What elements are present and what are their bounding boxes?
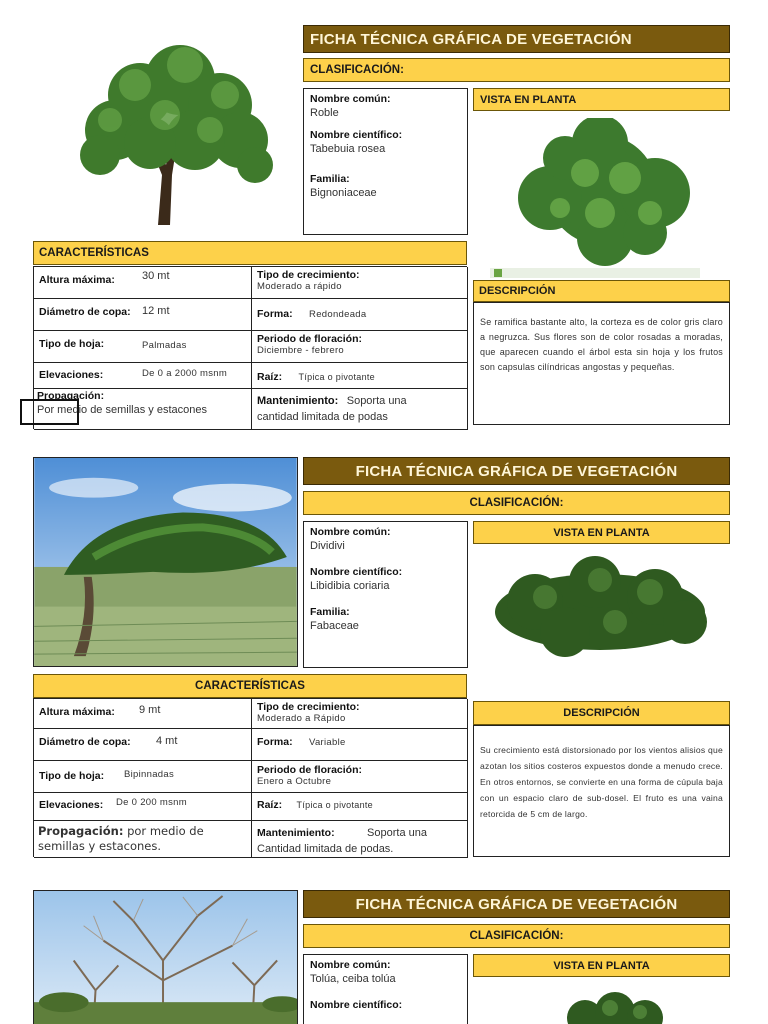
crecimiento-value: Moderado a Rápido (257, 713, 346, 724)
characteristics-table (33, 266, 467, 429)
selection-rectangle (20, 399, 79, 425)
mantenimiento-value-b: cantidad limitada de podas (257, 411, 388, 423)
sheet-title: FICHA TÉCNICA GRÁFICA DE VEGETACIÓN (303, 25, 730, 53)
nombre-cientifico-value: Tabebuia rosea (310, 143, 386, 155)
descripcion-box (473, 725, 730, 857)
sheet-title: FICHA TÉCNICA GRÁFICA DE VEGETACIÓN (303, 890, 730, 918)
hoja-value: Bipinnadas (124, 769, 175, 780)
crecimiento-value: Moderado a rápido (257, 281, 342, 292)
tree-photo-dividivi (33, 457, 298, 667)
mantenimiento-value-b: Cantidad limitada de podas. (257, 843, 394, 855)
hoja-label: Tipo de hoja: (39, 338, 105, 350)
vista-planta-band: VISTA EN PLANTA (473, 521, 730, 544)
clasificacion-band: CLASIFICACIÓN: (303, 924, 730, 948)
mantenimiento-value-a: Soporta una (367, 827, 427, 839)
hoja-label: Tipo de hoja: (39, 770, 105, 782)
nombre-comun-value: Roble (310, 107, 339, 119)
floracion-value: Enero a Octubre (257, 776, 332, 787)
crecimiento-label: Tipo de crecimiento: (257, 701, 360, 713)
elevaciones-label: Elevaciones: (39, 369, 104, 381)
nombre-comun-value: Dividivi (310, 540, 345, 552)
diametro-value: 12 mt (142, 305, 170, 317)
nombre-cientifico-label: Nombre científico: (310, 999, 403, 1011)
plan-view-image (560, 990, 670, 1024)
hoja-value: Palmadas (142, 340, 187, 351)
classification-box (303, 954, 468, 1024)
familia-value: Fabaceae (310, 620, 359, 632)
clasificacion-band: CLASIFICACIÓN: (303, 58, 730, 82)
nombre-cientifico-label: Nombre científico: (310, 129, 403, 141)
characteristics-table (33, 698, 467, 857)
sheet-title: FICHA TÉCNICA GRÁFICA DE VEGETACIÓN (303, 457, 730, 485)
caracteristicas-band: CARACTERÍSTICAS (33, 241, 467, 265)
altura-label: Altura máxima: (39, 706, 115, 718)
nombre-cientifico-value: Libidibia coriaria (310, 580, 390, 592)
nombre-comun-label: Nombre común: (310, 959, 391, 971)
tree-photo-roble (40, 25, 295, 235)
diametro-value: 4 mt (156, 735, 178, 747)
diametro-label: Diámetro de copa: (39, 736, 131, 748)
altura-value: 30 mt (142, 270, 170, 282)
nombre-comun-value: Tolúa, ceiba tolúa (310, 973, 396, 985)
classification-box (303, 88, 468, 235)
diametro-label: Diámetro de copa: (39, 306, 131, 318)
raiz-value: Típica o pivotante (296, 800, 373, 810)
descripcion-band: DESCRIPCIÓN (473, 701, 730, 725)
propagacion-value: por medio de (127, 824, 204, 838)
nombre-comun-label: Nombre común: (310, 526, 391, 538)
crecimiento-label: Tipo de crecimiento: (257, 269, 360, 281)
propagacion-value-b: semillas y estacones. (38, 839, 162, 853)
raiz-value: Típica o pivotante (298, 372, 375, 382)
floracion-label: Periodo de floración: (257, 333, 363, 345)
altura-label: Altura máxima: (39, 274, 115, 286)
forma-value: Variable (309, 737, 346, 748)
raiz-label: Raíz: (257, 371, 283, 383)
nombre-cientifico-label: Nombre científico: (310, 566, 403, 578)
elevaciones-label: Elevaciones: (39, 799, 104, 811)
propagacion-label: Propagación: (38, 824, 124, 838)
propagacion-value: Por medio de semillas y estacones (37, 404, 207, 416)
raiz-label: Raíz: (257, 799, 283, 811)
mantenimiento-label: Mantenimiento: (257, 827, 335, 839)
mantenimiento-value-a: Soporta una (346, 395, 407, 407)
elevaciones-value: De 0 a 2000 msnm (142, 368, 228, 379)
descripcion-text: Se ramifica bastante alto, la corteza es de color gris claro a negruzca. Sus flores son de color rosadas a moradas, que aparecen cuando el árbol esta sin hoja y los frutos son capsulas cilíndricas angostas y pequeñas. (480, 317, 723, 372)
familia-value: Bignoniaceae (310, 187, 377, 199)
familia-label: Familia: (310, 173, 350, 185)
elevaciones-value: De 0 200 msnm (116, 797, 187, 808)
descripcion-box (473, 302, 730, 425)
clasificacion-band: CLASIFICACIÓN: (303, 491, 730, 515)
vista-planta-band: VISTA EN PLANTA (473, 954, 730, 977)
floracion-label: Periodo de floración: (257, 764, 363, 776)
forma-label: Forma: (257, 308, 293, 320)
forma-value: Redondeada (309, 309, 367, 320)
floracion-value: Diciembre - febrero (257, 345, 345, 356)
altura-value: 9 mt (139, 704, 161, 716)
classification-box (303, 521, 468, 668)
descripcion-text: Su crecimiento está distorsionado por los vientos alisios que azotan los sitios costeros expuestos donde a menudo crece. En otros entornos, se convierte en una forma de cúpula baja con un espacio claro de sub-dosel. El fruto es una vaina retorcida de 5 cm de largo. (480, 745, 723, 819)
propagacion-label: Propagación: (37, 390, 105, 402)
vista-planta-band: VISTA EN PLANTA (473, 88, 730, 111)
plan-view-image (490, 118, 715, 278)
descripcion-band: DESCRIPCIÓN (473, 280, 730, 302)
forma-label: Forma: (257, 736, 293, 748)
familia-label: Familia: (310, 606, 350, 618)
mantenimiento-label: Mantenimiento: (257, 395, 339, 407)
plan-view-image (485, 552, 715, 662)
tree-photo-tolua (33, 890, 298, 1024)
caracteristicas-band: CARACTERÍSTICAS (33, 674, 467, 698)
nombre-comun-label: Nombre común: (310, 93, 391, 105)
